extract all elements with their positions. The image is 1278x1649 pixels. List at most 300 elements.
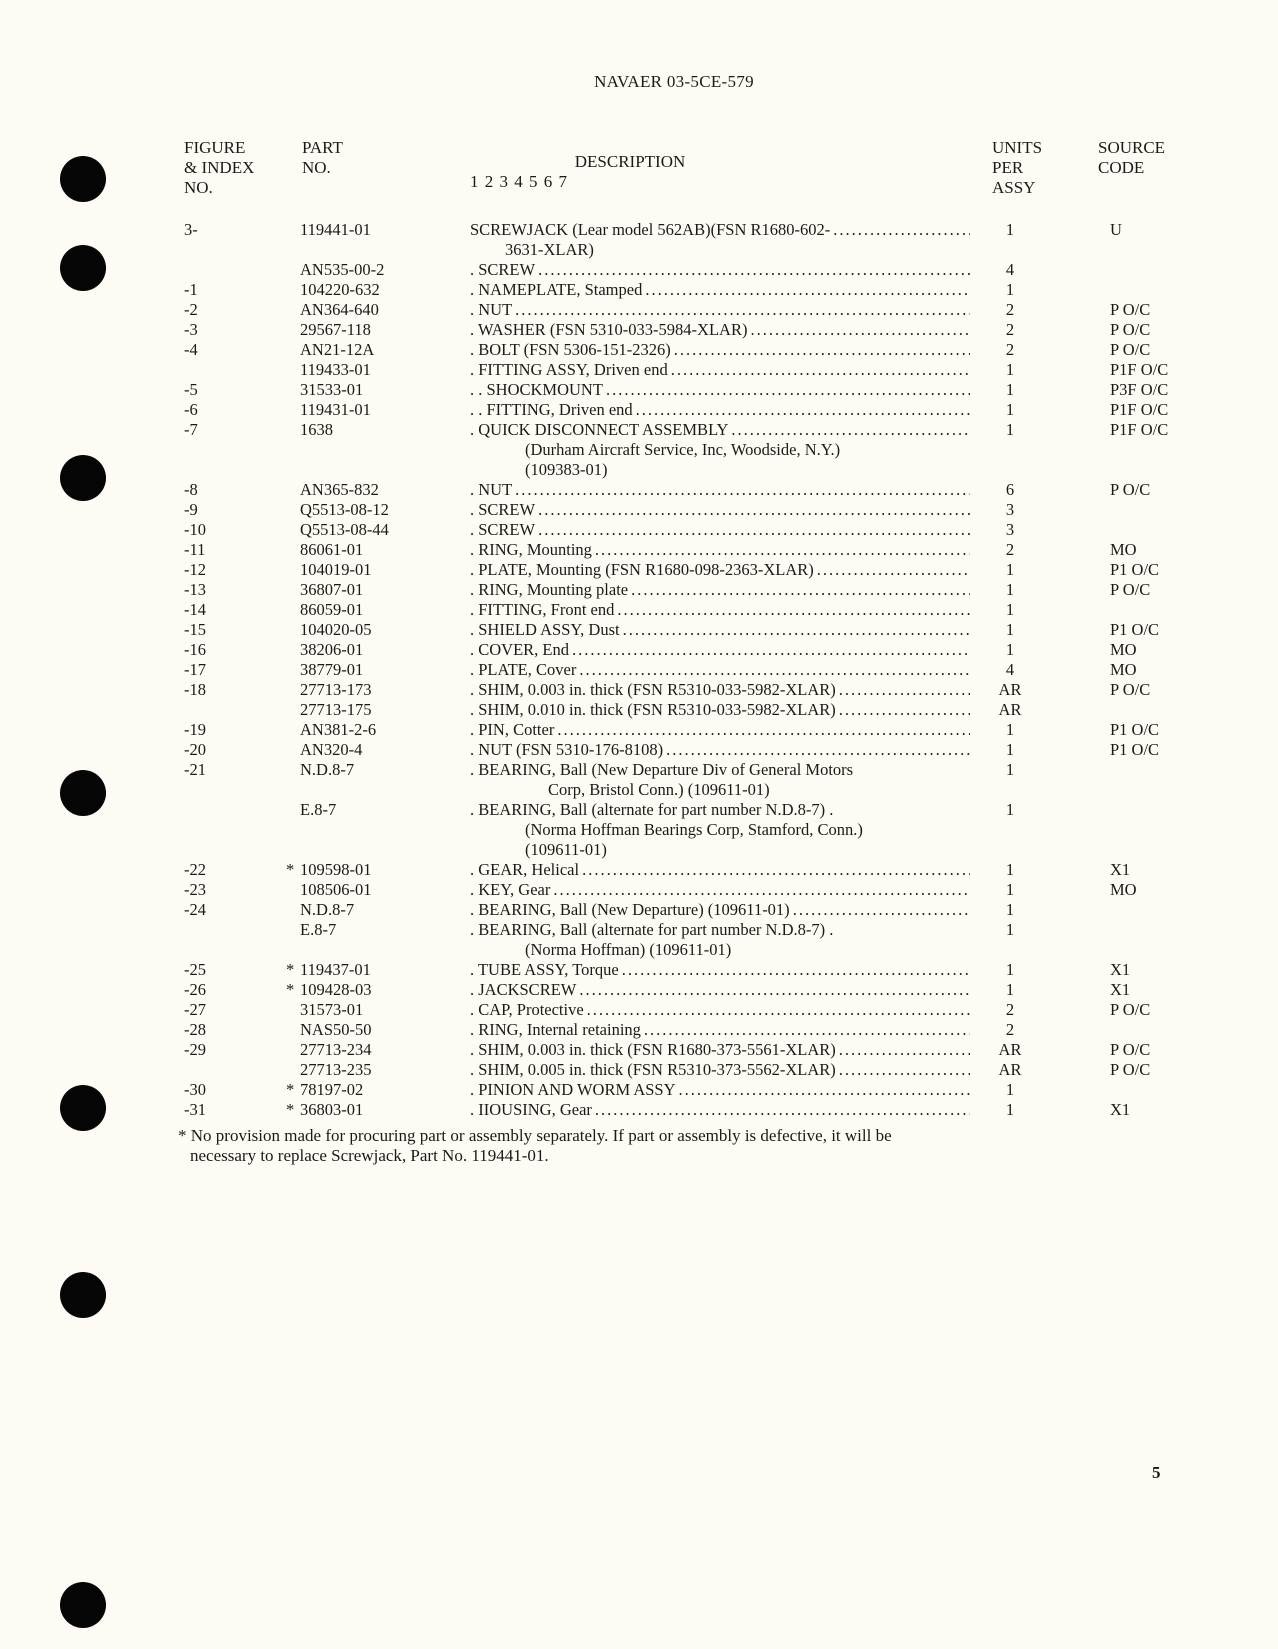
- part-number: 1638: [300, 420, 333, 439]
- description: [470, 1060, 970, 1080]
- part-number: 109598-01: [300, 860, 372, 879]
- figure-index: -17: [184, 660, 206, 679]
- footnote: [178, 1126, 1178, 1166]
- units-per-assy: 1: [1005, 580, 1015, 599]
- description-text: . GEAR, Helical: [470, 860, 580, 879]
- source-code: MO: [1110, 880, 1137, 899]
- source-code: P3F O/C: [1110, 380, 1169, 399]
- figure-index: -8: [184, 480, 198, 499]
- description-text: . RING, Mounting plate: [470, 580, 629, 599]
- description-text: . SCREW: [470, 500, 536, 519]
- description-text: . BEARING, Ball (New Departure) (109611-01): [470, 900, 790, 919]
- description-text: . SHIELD ASSY, Dust: [470, 620, 620, 639]
- description-text: . TUBE ASSY, Torque: [470, 960, 619, 979]
- description-text: . BEARING, Ball (New Departure Div of General Motors: [470, 760, 854, 779]
- binder-hole: [60, 156, 106, 202]
- table-row: [0, 700, 1278, 720]
- header-line: SOURCE: [1098, 138, 1166, 157]
- source-code: P1 O/C: [1110, 560, 1160, 579]
- table-row: [0, 880, 1278, 900]
- description-text: . KEY, Gear: [470, 880, 551, 899]
- part-number: E.8-7: [300, 800, 337, 819]
- figure-index: -20: [184, 740, 206, 759]
- part-number: 119437-01: [300, 960, 371, 979]
- part-number: 29567-118: [300, 320, 371, 339]
- units-per-assy: 1: [1005, 720, 1015, 739]
- header-line: & INDEX: [184, 158, 255, 177]
- part-number: 119441-01: [300, 220, 371, 239]
- figure-index: -9: [184, 500, 198, 519]
- source-code: P O/C: [1110, 300, 1151, 319]
- description-continuation: (Durham Aircraft Service, Inc, Woodside, N.Y.): [525, 440, 841, 459]
- part-number: 31533-01: [300, 380, 364, 399]
- figure-index: -14: [184, 600, 206, 619]
- dot-leader: [557, 720, 970, 740]
- no-provision-marker: *: [286, 1080, 295, 1099]
- dot-leader: [572, 640, 970, 660]
- figure-index: -2: [184, 300, 198, 319]
- figure-index: -1: [184, 280, 198, 299]
- description-text: . SHIM, 0.010 in. thick (FSN R5310-033-5982-XLAR): [470, 700, 836, 719]
- description: [470, 1000, 970, 1020]
- units-per-assy: 2: [1005, 1020, 1015, 1039]
- description: [470, 540, 970, 560]
- no-provision-marker: *: [286, 1100, 295, 1119]
- table-row: [0, 740, 1278, 760]
- table-row: [0, 340, 1278, 360]
- table-row-continuation: [0, 240, 1278, 260]
- table-row: [0, 980, 1278, 1000]
- table-row: [0, 1020, 1278, 1040]
- table-row: [0, 720, 1278, 740]
- table-row: [0, 760, 1278, 780]
- units-per-assy: 4: [1005, 660, 1015, 679]
- page-number: 5: [1152, 1463, 1161, 1482]
- no-provision-marker: *: [286, 960, 295, 979]
- part-number: 38779-01: [300, 660, 364, 679]
- part-number: 104020-05: [300, 620, 372, 639]
- source-code: P O/C: [1110, 320, 1151, 339]
- units-per-assy: 1: [1005, 420, 1015, 439]
- table-row: [0, 600, 1278, 620]
- dot-leader: [674, 340, 970, 360]
- table-row: [0, 660, 1278, 680]
- units-per-assy: 4: [1005, 260, 1015, 279]
- dot-leader: [587, 1000, 970, 1020]
- dot-leader: [579, 660, 970, 680]
- part-number: AN364-640: [300, 300, 379, 319]
- dot-leader: [793, 900, 970, 920]
- description-text: . RING, Internal retaining: [470, 1020, 641, 1039]
- part-number: 27713-173: [300, 680, 372, 699]
- description-text: . SCREW: [470, 520, 536, 539]
- table-row: [0, 1000, 1278, 1020]
- units-per-assy: 3: [1005, 500, 1015, 519]
- description: [470, 340, 970, 360]
- table-row: [0, 480, 1278, 500]
- table-row: [0, 800, 1278, 820]
- description: [470, 300, 970, 320]
- table-row: [0, 860, 1278, 880]
- description-text: . COVER, End: [470, 640, 569, 659]
- description: [470, 720, 970, 740]
- source-code: MO: [1110, 640, 1137, 659]
- description: [470, 320, 970, 340]
- part-number: 119431-01: [300, 400, 371, 419]
- source-code: P O/C: [1110, 340, 1151, 359]
- description-continuation: (109383-01): [525, 460, 608, 479]
- dot-leader: [645, 280, 970, 300]
- header-line: CODE: [1098, 158, 1145, 177]
- table-row: [0, 1040, 1278, 1060]
- part-number: 38206-01: [300, 640, 364, 659]
- description: [470, 880, 970, 900]
- source-code: MO: [1110, 540, 1137, 559]
- dot-leader: [595, 1100, 970, 1120]
- dot-leader: [617, 600, 970, 620]
- part-number: N.D.8-7: [300, 760, 355, 779]
- dot-leader: [606, 380, 970, 400]
- source-code: MO: [1110, 660, 1137, 679]
- dot-leader: [839, 1040, 970, 1060]
- source-code: P O/C: [1110, 1060, 1151, 1079]
- description: [470, 500, 970, 520]
- description-text: . NUT: [470, 300, 513, 319]
- source-code: P O/C: [1110, 1000, 1151, 1019]
- units-per-assy: 1: [1005, 400, 1015, 419]
- part-number: 27713-234: [300, 1040, 372, 1059]
- figure-index: -30: [184, 1080, 206, 1099]
- binder-hole: [60, 1272, 106, 1318]
- dot-leader: [817, 560, 970, 580]
- description-text: . NUT: [470, 480, 513, 499]
- table-row: [0, 560, 1278, 580]
- description-text: . . SHOCKMOUNT: [470, 380, 603, 399]
- units-per-assy: 3: [1005, 520, 1015, 539]
- part-number: 27713-175: [300, 700, 372, 719]
- figure-index: -25: [184, 960, 206, 979]
- description: [470, 900, 970, 920]
- description-continuation: Corp, Bristol Conn.) (109611-01): [548, 780, 770, 799]
- description: [470, 800, 970, 820]
- dot-leader: [579, 980, 970, 1000]
- part-number: 27713-235: [300, 1060, 372, 1079]
- table-row: [0, 580, 1278, 600]
- no-provision-marker: *: [286, 860, 295, 879]
- source-code: P1 O/C: [1110, 620, 1160, 639]
- part-number: 104220-632: [300, 280, 380, 299]
- part-number: 86059-01: [300, 600, 364, 619]
- table-row: [0, 300, 1278, 320]
- source-code: P O/C: [1110, 1040, 1151, 1059]
- figure-index: -12: [184, 560, 206, 579]
- part-number: 104019-01: [300, 560, 372, 579]
- table-row: [0, 220, 1278, 240]
- figure-index: -18: [184, 680, 206, 699]
- col-source-header: [1098, 138, 1165, 178]
- figure-index: -11: [184, 540, 206, 559]
- part-number: N.D.8-7: [300, 900, 355, 919]
- table-row: [0, 360, 1278, 380]
- units-per-assy: 1: [1005, 960, 1015, 979]
- description: [470, 380, 970, 400]
- no-provision-marker: *: [286, 980, 295, 999]
- description-text: . SHIM, 0.003 in. thick (FSN R1680-373-5561-XLAR): [470, 1040, 836, 1059]
- description: [470, 700, 970, 720]
- description: [470, 660, 970, 680]
- figure-index: -29: [184, 1040, 206, 1059]
- description-text: . FITTING ASSY, Driven end: [470, 360, 668, 379]
- dot-leader: [538, 520, 970, 540]
- figure-index: -27: [184, 1000, 206, 1019]
- source-code: P O/C: [1110, 580, 1151, 599]
- indent-levels: 1 2 3 4 5 6 7: [470, 172, 568, 191]
- description-text: . PIN, Cotter: [470, 720, 555, 739]
- units-per-assy: AR: [998, 680, 1022, 699]
- description-text: . IIOUSING, Gear: [470, 1100, 592, 1119]
- description: [470, 1020, 970, 1040]
- part-number: 119433-01: [300, 360, 371, 379]
- col-figure-header: [184, 138, 254, 198]
- table-row: [0, 1060, 1278, 1080]
- dot-leader: [750, 320, 970, 340]
- figure-index: -24: [184, 900, 206, 919]
- document-header: NAVAER 03-5CE-579: [594, 72, 754, 91]
- units-per-assy: 1: [1005, 1080, 1015, 1099]
- figure-index: 3-: [184, 220, 198, 239]
- units-per-assy: 1: [1005, 920, 1015, 939]
- col-part-header: [302, 138, 343, 178]
- description: [470, 1100, 970, 1120]
- units-per-assy: 1: [1005, 760, 1015, 779]
- figure-index: -26: [184, 980, 206, 999]
- description-text: . NUT (FSN 5310-176-8108): [470, 740, 664, 759]
- table-row-continuation: [0, 820, 1278, 840]
- units-per-assy: 6: [1005, 480, 1015, 499]
- units-per-assy: 2: [1005, 320, 1015, 339]
- dot-leader: [553, 880, 970, 900]
- description-text: . CAP, Protective: [470, 1000, 584, 1019]
- table-row: [0, 280, 1278, 300]
- source-code: P O/C: [1110, 480, 1151, 499]
- description: [470, 1080, 970, 1100]
- description: [470, 260, 970, 280]
- header-line: PER: [992, 158, 1024, 177]
- dot-leader: [666, 740, 970, 760]
- part-number: 36807-01: [300, 580, 364, 599]
- col-description-header: [470, 152, 790, 192]
- part-number: Q5513-08-12: [300, 500, 389, 519]
- description: [470, 740, 970, 760]
- description: [470, 360, 970, 380]
- description-text: . BOLT (FSN 5306-151-2326): [470, 340, 671, 359]
- description-text: . BEARING, Ball (alternate for part number N.D.8-7) .: [470, 920, 834, 939]
- units-per-assy: 2: [1005, 300, 1015, 319]
- description-text: . SHIM, 0.003 in. thick (FSN R5310-033-5982-XLAR): [470, 680, 836, 699]
- units-per-assy: 1: [1005, 360, 1015, 379]
- table-row: [0, 520, 1278, 540]
- description: [470, 560, 970, 580]
- table-row: [0, 420, 1278, 440]
- figure-index: -3: [184, 320, 198, 339]
- figure-index: -5: [184, 380, 198, 399]
- figure-index: -15: [184, 620, 206, 639]
- description: [470, 280, 970, 300]
- dot-leader: [671, 360, 970, 380]
- part-number: 78197-02: [300, 1080, 364, 1099]
- binder-hole: [60, 1582, 106, 1628]
- description: [470, 600, 970, 620]
- description: [470, 860, 970, 880]
- figure-index: -21: [184, 760, 206, 779]
- units-per-assy: 1: [1005, 800, 1015, 819]
- description: [470, 680, 970, 700]
- part-number: AN365-832: [300, 480, 379, 499]
- table-row: [0, 680, 1278, 700]
- units-per-assy: 1: [1005, 880, 1015, 899]
- source-code: P O/C: [1110, 680, 1151, 699]
- description-text: . NAMEPLATE, Stamped: [470, 280, 643, 299]
- figure-index: -22: [184, 860, 206, 879]
- description: [470, 220, 970, 240]
- dot-leader: [833, 220, 970, 240]
- dot-leader: [622, 960, 970, 980]
- part-number: 36803-01: [300, 1100, 364, 1119]
- table-row: [0, 640, 1278, 660]
- table-row: [0, 320, 1278, 340]
- dot-leader: [839, 1060, 970, 1080]
- description-continuation: (Norma Hoffman) (109611-01): [525, 940, 732, 959]
- source-code: X1: [1110, 980, 1131, 999]
- source-code: P1 O/C: [1110, 740, 1160, 759]
- figure-index: -4: [184, 340, 198, 359]
- description: [470, 480, 970, 500]
- units-per-assy: 1: [1005, 220, 1015, 239]
- source-code: P1F O/C: [1110, 400, 1169, 419]
- description: [470, 420, 970, 440]
- description-text: . JACKSCREW: [470, 980, 577, 999]
- units-per-assy: 1: [1005, 560, 1015, 579]
- figure-index: -28: [184, 1020, 206, 1039]
- units-per-assy: 1: [1005, 900, 1015, 919]
- parts-list: [0, 220, 1278, 1120]
- part-number: Q5513-08-44: [300, 520, 389, 539]
- header-line: PART: [302, 138, 343, 157]
- source-code: U: [1110, 220, 1122, 239]
- part-number: AN320-4: [300, 740, 363, 759]
- part-number: 109428-03: [300, 980, 372, 999]
- description: [470, 520, 970, 540]
- figure-index: -19: [184, 720, 206, 739]
- description-text: . WASHER (FSN 5310-033-5984-XLAR): [470, 320, 748, 339]
- source-code: X1: [1110, 860, 1131, 879]
- description-text: . FITTING, Front end: [470, 600, 615, 619]
- units-per-assy: 2: [1005, 340, 1015, 359]
- source-code: P1 O/C: [1110, 720, 1160, 739]
- description: [470, 580, 970, 600]
- footnote-line: * No provision made for procuring part or assembly separately. If part or assembly is defective, it will be: [178, 1126, 892, 1145]
- part-number: NAS50-50: [300, 1020, 372, 1039]
- figure-index: -10: [184, 520, 206, 539]
- description-text: . PLATE, Mounting (FSN R1680-098-2363-XLAR): [470, 560, 814, 579]
- figure-index: -16: [184, 640, 206, 659]
- figure-index: -31: [184, 1100, 206, 1119]
- table-row-continuation: [0, 940, 1278, 960]
- part-number: 86061-01: [300, 540, 364, 559]
- part-number: 31573-01: [300, 1000, 364, 1019]
- dot-leader: [731, 420, 970, 440]
- dot-leader: [582, 860, 970, 880]
- table-row-continuation: [0, 440, 1278, 460]
- table-row: [0, 1080, 1278, 1100]
- description-continuation: 3631-XLAR): [505, 240, 594, 259]
- units-per-assy: 1: [1005, 740, 1015, 759]
- dot-leader: [679, 1080, 970, 1100]
- units-per-assy: AR: [998, 1040, 1022, 1059]
- table-row: [0, 500, 1278, 520]
- units-per-assy: 1: [1005, 640, 1015, 659]
- description-continuation: (Norma Hoffman Bearings Corp, Stamford, Conn.): [525, 820, 863, 839]
- part-number: E.8-7: [300, 920, 337, 939]
- description-text: . QUICK DISCONNECT ASSEMBLY: [470, 420, 729, 439]
- figure-index: -6: [184, 400, 198, 419]
- table-row: [0, 920, 1278, 940]
- dot-leader: [631, 580, 970, 600]
- units-per-assy: AR: [998, 1060, 1022, 1079]
- table-row: [0, 620, 1278, 640]
- dot-leader: [538, 500, 970, 520]
- description: [470, 620, 970, 640]
- description: [470, 760, 970, 780]
- description: [470, 960, 970, 980]
- units-per-assy: 1: [1005, 380, 1015, 399]
- dot-leader: [644, 1020, 970, 1040]
- dot-leader: [623, 620, 970, 640]
- header-line: NO.: [302, 158, 331, 177]
- part-number: AN21-12A: [300, 340, 375, 359]
- description-text: . . FITTING, Driven end: [470, 400, 633, 419]
- dot-leader: [636, 400, 970, 420]
- description-text: . PINION AND WORM ASSY: [470, 1080, 676, 1099]
- description-continuation: (109611-01): [525, 840, 607, 859]
- description: [470, 1040, 970, 1060]
- table-row: [0, 260, 1278, 280]
- figure-index: -23: [184, 880, 206, 899]
- table-row: [0, 540, 1278, 560]
- source-code: X1: [1110, 960, 1131, 979]
- source-code: X1: [1110, 1100, 1131, 1119]
- dot-leader: [515, 480, 970, 500]
- units-per-assy: 1: [1005, 600, 1015, 619]
- units-per-assy: 2: [1005, 1000, 1015, 1019]
- table-row: [0, 400, 1278, 420]
- table-row: [0, 380, 1278, 400]
- dot-leader: [839, 700, 970, 720]
- table-row: [0, 900, 1278, 920]
- description-text: . PLATE, Cover: [470, 660, 577, 679]
- header-line: UNITS: [992, 138, 1043, 157]
- description-text: SCREWJACK (Lear model 562AB)(FSN R1680-602-: [470, 220, 831, 239]
- description-text: . SHIM, 0.005 in. thick (FSN R5310-373-5562-XLAR): [470, 1060, 836, 1079]
- header-line: NO.: [184, 178, 213, 197]
- header-line: FIGURE: [184, 138, 246, 157]
- description: [470, 920, 970, 940]
- table-row: [0, 1100, 1278, 1120]
- units-per-assy: 1: [1005, 620, 1015, 639]
- source-code: P1F O/C: [1110, 360, 1169, 379]
- description-text: . RING, Mounting: [470, 540, 592, 559]
- source-code: P1F O/C: [1110, 420, 1169, 439]
